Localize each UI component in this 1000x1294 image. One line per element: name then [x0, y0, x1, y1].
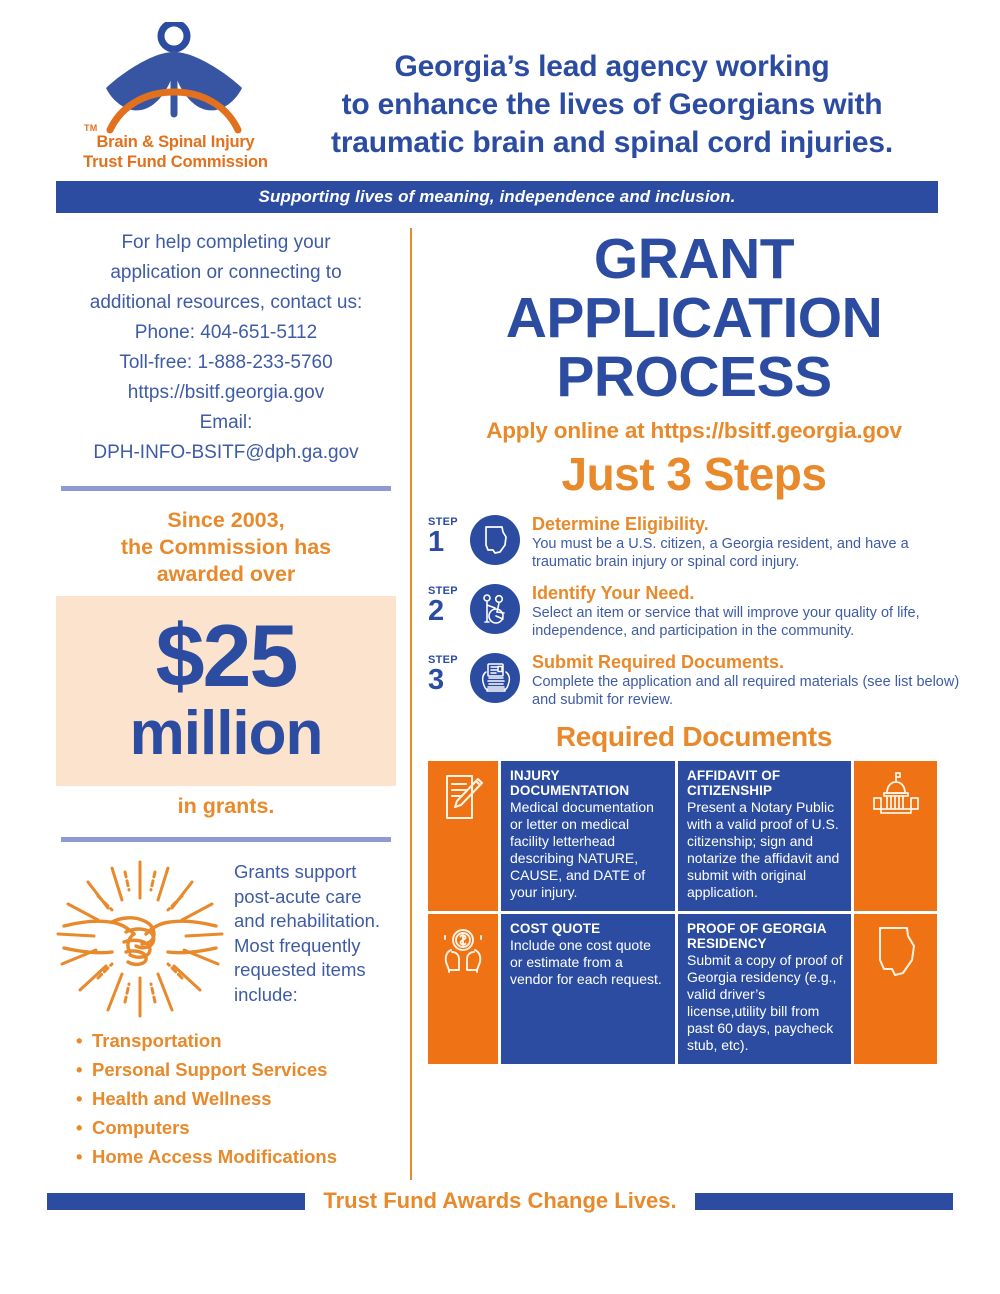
money-in-hands-icon: [428, 914, 498, 1064]
headline: [282, 48, 942, 162]
step-number: 1: [428, 526, 445, 558]
apply-online-link[interactable]: Apply online at https://bsitf.georgia.gov: [486, 418, 902, 443]
handshake-icon: [50, 852, 230, 1022]
step-number: 2: [428, 595, 445, 627]
column-divider: [410, 228, 412, 1180]
capitol-building-icon: [854, 761, 937, 911]
footer-text: Trust Fund Awards Change Lives.: [323, 1188, 677, 1213]
doc-body: Submit a copy of proof of Georgia residency (e.g., valid driver’s license,utility bill from past 60 days, paycheck stub, etc).: [687, 952, 843, 1053]
step-text: [532, 514, 960, 571]
step-item: [428, 514, 960, 571]
table-cell-proof-of-georgia-residency: [678, 914, 851, 1064]
stat-amount: $25: [155, 606, 297, 705]
stat-heading-line-3: awarded over: [156, 562, 296, 586]
step-item: [428, 583, 960, 640]
contact-phone: Phone: 404-651-5112: [134, 322, 318, 343]
list-item: • Home Access Modifications: [76, 1142, 396, 1171]
stat-footer: in grants.: [177, 794, 275, 818]
tagline-banner: [56, 181, 938, 213]
required-documents-grid: [428, 761, 928, 1064]
step-label: STEP: [428, 585, 458, 597]
headline-line-2: to enhance the lives of Georgians with: [341, 88, 883, 121]
step-description: You must be a U.S. citizen, a Georgia resident, and have a traumatic brain injury or spinal cord injury.: [532, 536, 909, 570]
trademark-mark: TM: [84, 123, 98, 133]
list-item: • Personal Support Services: [76, 1055, 396, 1084]
required-documents-title: Required Documents: [555, 721, 833, 752]
footer: [0, 1184, 1000, 1218]
step-title: Submit Required Documents.: [532, 652, 785, 672]
grants-support-paragraph: Grants support post-acute care and rehabilitation. Most frequently requested items include:: [234, 861, 381, 1005]
table-cell-affidavit-of-citizenship: [678, 761, 851, 911]
step-number-block: [428, 583, 470, 626]
headline-line-3: traumatic brain and spinal cord injuries.: [331, 126, 893, 159]
doc-body: Include one cost quote or estimate from a vendor for each request.: [510, 937, 662, 987]
step-number-block: [428, 514, 470, 557]
footer-bar-left: [47, 1193, 305, 1210]
contact-email-link[interactable]: DPH-INFO-BSITF@dph.ga.gov: [93, 442, 359, 463]
doc-body: Present a Notary Public with a valid proof of U.S. citizenship; sign and notarize the affidavit and submit with original application.: [687, 799, 840, 900]
logo-line-2: Trust Fund Commission: [83, 153, 268, 171]
georgia-state-outline-icon: [854, 914, 937, 1064]
contact-toll-free: Toll-free: 1-888-233-5760: [119, 352, 333, 373]
step-item: [428, 652, 960, 709]
contact-intro-line-3: additional resources, contact us:: [89, 292, 363, 313]
contact-intro-line-1: For help completing your: [121, 232, 331, 253]
list-item: • Transportation: [76, 1026, 396, 1055]
logo-figure-icon: [92, 22, 257, 134]
doc-body: Medical documentation or letter on medical facility letterhead describing NATURE, CAUSE, and DATE of your injury.: [510, 799, 654, 900]
requested-items-list: [56, 1026, 396, 1171]
page-title-line-3: PROCESS: [556, 345, 832, 409]
document-pencil-icon: [428, 761, 498, 911]
doc-heading: COST QUOTE: [510, 921, 601, 936]
stat-heading-line-1: Since 2003,: [167, 508, 285, 532]
grants-support-copy: [230, 856, 396, 1007]
headline-line-1: Georgia’s lead agency working: [394, 50, 830, 83]
doc-heading: PROOF OF GEORGIA RESIDENCY: [687, 921, 827, 951]
step-text: [532, 583, 960, 640]
organization-logo: [78, 22, 273, 177]
doc-heading: AFFIDAVIT OF CITIZENSHIP: [687, 768, 781, 798]
stat-heading-line-2: the Commission has: [120, 535, 332, 559]
steps-headline: Just 3 Steps: [561, 448, 827, 500]
list-item: • Computers: [76, 1113, 396, 1142]
step-title: Determine Eligibility.: [532, 514, 709, 534]
contact-intro-line-2: application or connecting to: [110, 262, 342, 283]
contact-info: [56, 228, 396, 468]
page-title-line-2: APPLICATION: [505, 286, 883, 350]
step-label: STEP: [428, 654, 458, 666]
grants-support-section: [56, 856, 396, 1022]
doc-heading: INJURY DOCUMENTATION: [510, 768, 630, 798]
section-rule-bottom: [61, 837, 391, 842]
page-title-line-1: GRANT: [593, 227, 795, 291]
stat-heading: [56, 507, 396, 588]
documents-hands-icon: [470, 653, 520, 703]
section-rule-top: [61, 486, 391, 491]
caregiver-wheelchair-icon: [470, 584, 520, 634]
contact-website-link[interactable]: https://bsitf.georgia.gov: [127, 382, 325, 403]
left-column: [56, 228, 396, 1187]
tagline-text: Supporting lives of meaning, independence and inclusion.: [258, 187, 736, 206]
step-text: [532, 652, 960, 709]
footer-bar-right: [695, 1193, 953, 1210]
table-cell-cost-quote: [501, 914, 675, 1064]
list-item: • Health and Wellness: [76, 1084, 396, 1113]
step-description: Complete the application and all required materials (see list below) and submit for review.: [532, 674, 960, 708]
steps-list: [428, 514, 960, 709]
table-cell-injury-documentation: [501, 761, 675, 911]
georgia-state-outline-icon: [470, 515, 520, 565]
step-number: 3: [428, 664, 445, 696]
step-label: STEP: [428, 516, 458, 528]
right-column: [428, 227, 960, 1064]
header: [0, 0, 1000, 180]
logo-line-1: Brain & Spinal Injury: [96, 133, 255, 151]
step-description: Select an item or service that will improve your quality of life, independence, and participation in the community.: [532, 605, 920, 639]
stat-unit: million: [129, 699, 323, 768]
logo-organization-name: [78, 132, 273, 172]
page-title: [428, 227, 960, 409]
step-title: Identify Your Need.: [532, 583, 695, 603]
step-number-block: [428, 652, 470, 695]
stat-highlight-box: [56, 596, 396, 786]
contact-email-label: Email:: [199, 412, 253, 433]
